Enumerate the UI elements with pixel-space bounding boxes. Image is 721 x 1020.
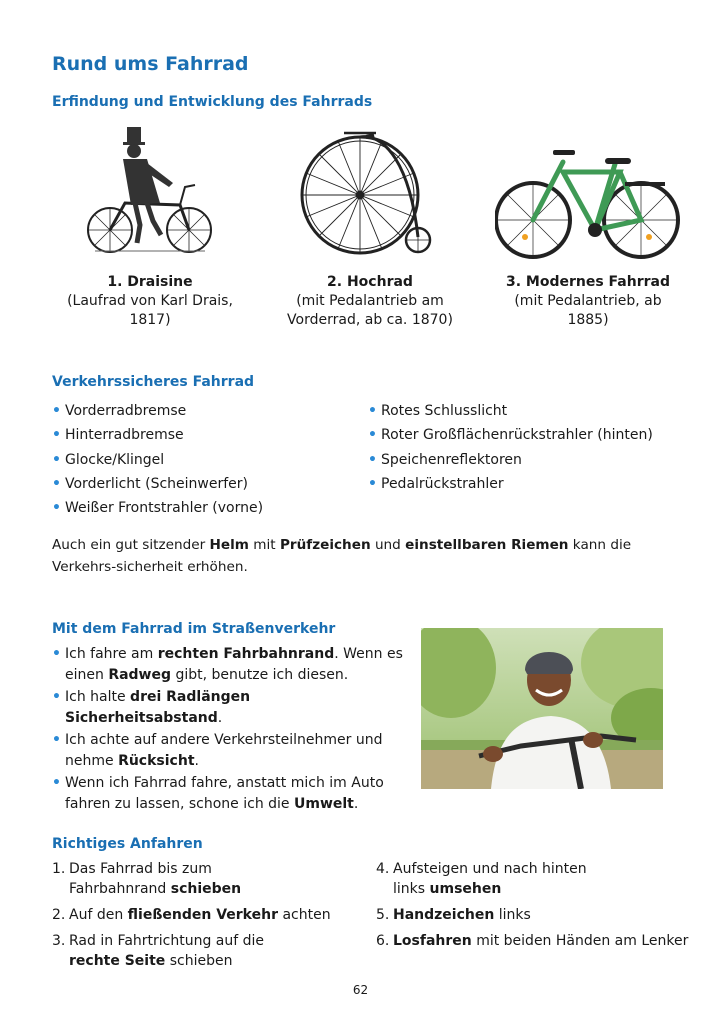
list-item: • Vorderradbremse — [52, 399, 352, 423]
list-item: • Pedalrückstrahler — [368, 472, 688, 496]
traffic-list — [52, 644, 404, 816]
item-text: gibt, benutze ich diesen. — [171, 666, 349, 683]
step-bold: rechte Seite — [69, 952, 166, 969]
hochrad-image — [300, 125, 435, 260]
step-number: 3. — [52, 933, 66, 949]
step-bold: umsehen — [429, 880, 502, 897]
list-item: • Speichenreflektoren — [368, 448, 688, 472]
list-item — [52, 644, 404, 685]
bike-caption-draisine — [55, 273, 245, 330]
list-item: • Weißer Frontstrahler (vorne) — [52, 496, 352, 520]
item-text: Wenn ich Fahrrad fahre, anstatt mich im Auto fahren zu lassen, schone ich die — [65, 775, 384, 812]
step-number: 5. — [376, 907, 390, 923]
child-bike-photo — [421, 628, 663, 789]
note-text: mit — [248, 537, 280, 553]
item-text: . — [353, 795, 359, 812]
step-text: Rad in Fahrtrichtung auf die — [69, 933, 265, 949]
step-number: 6. — [376, 933, 390, 949]
item-text: . — [217, 709, 223, 726]
bike-desc: (mit Pedalantrieb, ab 1885) — [514, 293, 662, 328]
list-item: • Rotes Schlusslicht — [368, 399, 688, 423]
step-6 — [376, 932, 696, 952]
step-text: mit beiden Händen am Lenker — [471, 933, 689, 949]
history-heading: Erfindung und Entwicklung des Fahrrads — [52, 94, 373, 110]
bike-desc: (mit Pedalantrieb am Vorderrad, ab ca. 1870) — [287, 293, 453, 328]
note-text: und — [370, 537, 406, 553]
bike-name: 1. Draisine — [107, 274, 193, 290]
note-text: kann die Verkehrs-sicherheit erhöhen. — [52, 537, 632, 575]
list-item: • Vorderlicht (Scheinwerfer) — [52, 472, 352, 496]
draisine-image — [85, 125, 215, 260]
step-bold: Losfahren — [393, 933, 472, 949]
start-heading: Richtiges Anfahren — [52, 836, 203, 852]
step-text: schieben — [165, 952, 233, 969]
note-text: Auch ein gut sitzender — [52, 537, 210, 553]
item-text: Ich achte auf andere Verkehrsteilnehmer und nehme — [65, 732, 383, 769]
bike-caption-modern — [493, 273, 683, 330]
step-2 — [52, 906, 352, 926]
item-text: Ich halte — [65, 689, 131, 705]
step-text: Auf den — [69, 907, 128, 923]
bike-desc: (Laufrad von Karl Drais, 1817) — [67, 293, 233, 328]
note-bold: Helm — [209, 537, 249, 553]
safe-list-left — [52, 399, 352, 520]
traffic-heading: Mit dem Fahrrad im Straßenverkehr — [52, 621, 336, 637]
step-text: Das Fahrrad bis zum Fahrbahnrand — [69, 861, 212, 897]
list-item — [52, 773, 404, 814]
step-3 — [52, 932, 282, 971]
helmet-note — [52, 534, 687, 578]
item-text: . Wenn es einen — [65, 646, 403, 683]
page-title: Rund ums Fahrrad — [52, 53, 249, 75]
list-item: • Hinterradbremse — [52, 423, 352, 447]
bike-name: 3. Modernes Fahrrad — [505, 274, 670, 290]
note-bold: einstellbaren Riemen — [405, 537, 569, 553]
bike-caption-hochrad — [275, 273, 465, 330]
step-text: achten — [278, 907, 331, 923]
item-bold: Radweg — [108, 666, 172, 683]
list-item — [52, 730, 404, 771]
item-bold: rechten Fahrbahnrand — [157, 646, 335, 662]
list-item: • Roter Großflächenrückstrahler (hinten) — [368, 423, 688, 447]
bike-name: 2. Hochrad — [327, 274, 413, 290]
list-item: • Glocke/Klingel — [52, 448, 352, 472]
modern-bike-image — [495, 142, 680, 267]
item-text: Ich fahre am — [65, 646, 158, 662]
step-1 — [52, 860, 242, 899]
step-number: 1. — [52, 861, 66, 877]
step-bold: schieben — [170, 880, 242, 897]
step-text: links — [494, 907, 531, 923]
step-bold: fließenden Verkehr — [127, 907, 278, 923]
safe-bike-heading: Verkehrssicheres Fahrrad — [52, 374, 255, 390]
page-number: 62 — [352, 983, 369, 997]
item-bold: drei Radlängen Sicherheitsabstand — [65, 689, 251, 726]
step-5 — [376, 906, 676, 926]
safe-list-right — [368, 399, 688, 496]
note-bold: Prüfzeichen — [279, 537, 371, 553]
list-item — [52, 687, 404, 728]
step-bold: Handzeichen — [393, 907, 495, 923]
step-number: 2. — [52, 907, 66, 923]
item-bold: Rücksicht — [118, 752, 195, 769]
step-4 — [376, 860, 606, 899]
item-text: . — [194, 752, 199, 769]
step-number: 4. — [376, 861, 390, 877]
item-bold: Umwelt — [294, 795, 354, 812]
step-text: Aufsteigen und nach hinten links — [393, 861, 587, 897]
